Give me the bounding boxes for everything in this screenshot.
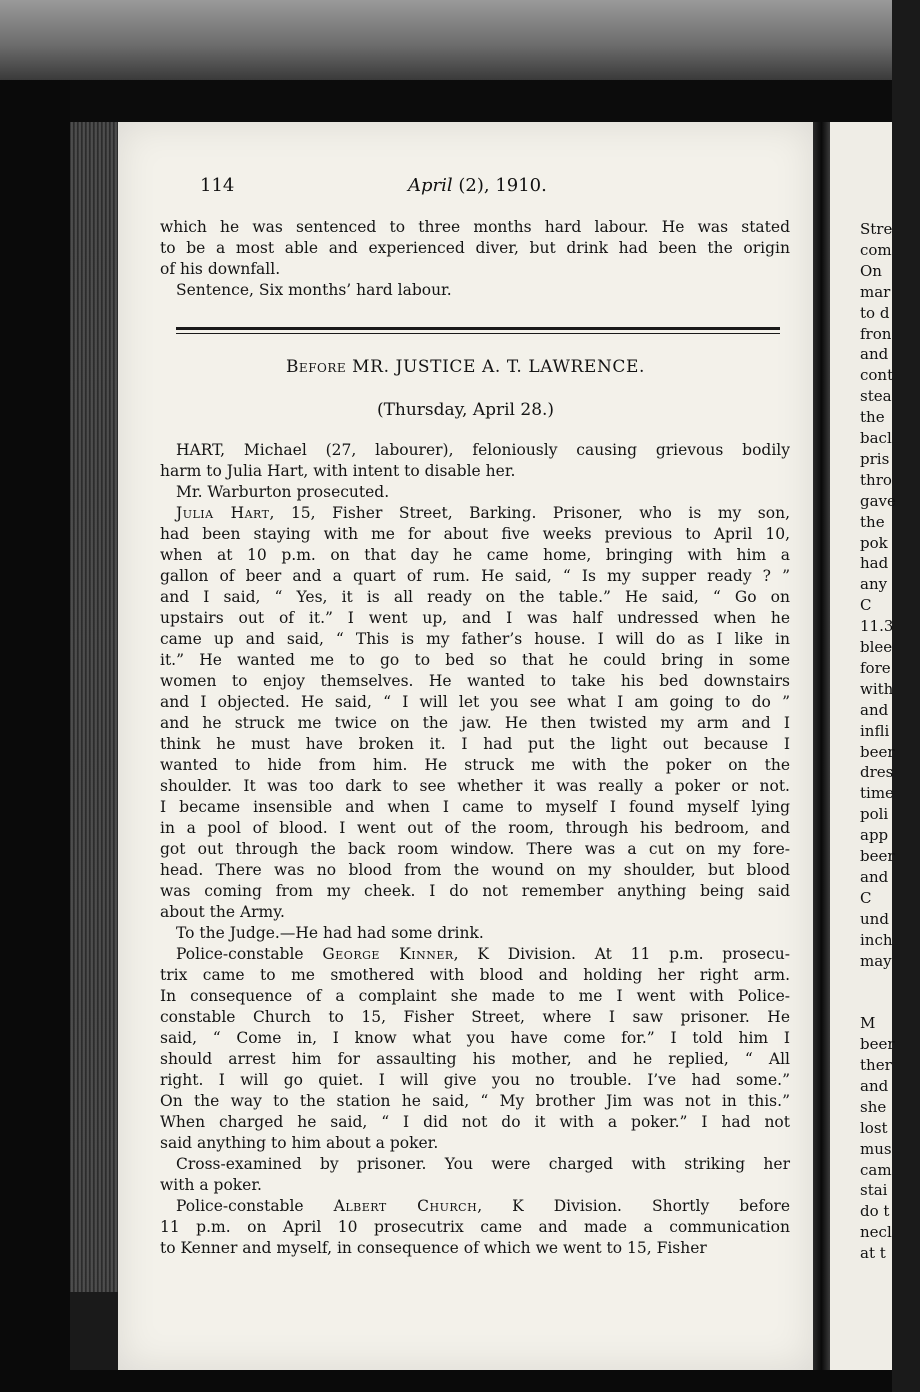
header-rest: (2), 1910. xyxy=(458,175,547,196)
testimony-line: said, “ Come in, I know what you have come for.” I told him I xyxy=(160,1029,790,1047)
testimony-line: constable Church to 15, Fisher Street, where I saw prisoner. He xyxy=(160,1008,790,1026)
opening-line: to be a most able and experienced diver, but drink had been the origin xyxy=(160,239,790,257)
scan-top-margin xyxy=(0,0,892,80)
testimony-line: In consequence of a complaint she made to me I went with Police- xyxy=(160,987,790,1005)
cross-examination-line: Cross-examined by prisoner. You were charged with striking her xyxy=(176,1155,790,1173)
facing-page-line: do t xyxy=(860,1202,890,1221)
witness-name: George Kinner xyxy=(322,945,454,963)
cross-examination-line: with a poker. xyxy=(160,1176,262,1194)
facing-page-line: On xyxy=(860,261,882,280)
testimony-line: 11 p.m. on April 10 prosecutrix came and made a communication xyxy=(160,1218,790,1236)
testimony-line: women to enjoy themselves. He wanted to take his bed downstairs xyxy=(160,672,790,690)
facing-page-line: she xyxy=(860,1097,887,1116)
facing-page-line: had xyxy=(860,554,889,573)
facing-page-line: blee xyxy=(860,638,893,656)
facing-page-line: to d xyxy=(860,303,890,322)
testimony-line: right. I will go quiet. I will give you no trouble. I’ve had some.” xyxy=(160,1071,790,1089)
facing-page-line: time xyxy=(860,784,894,803)
document-page xyxy=(118,122,813,1370)
facing-page-line: any xyxy=(860,575,888,594)
testimony-line: came up and said, “ This is my father’s house. I will do as I like in xyxy=(160,630,790,648)
facing-page-line: M xyxy=(860,1014,876,1033)
facing-page-line: the xyxy=(860,408,885,427)
testimony-line: when at 10 p.m. on that day he came home, bringing with him a xyxy=(160,546,790,564)
case-title-line: harm to Julia Hart, with intent to disable her. xyxy=(160,462,516,480)
opening-line: of his downfall. xyxy=(160,260,281,278)
facing-page-line: stai xyxy=(860,1181,888,1200)
facing-page-line: and xyxy=(860,700,889,719)
facing-page-line: may xyxy=(860,951,892,970)
facing-page-line: and xyxy=(860,345,889,364)
facing-page-line: C xyxy=(860,888,872,907)
witness-name: Albert Church xyxy=(333,1197,478,1215)
testimony-line: When charged he said, “ I did not do it with a poker.” I had not xyxy=(160,1113,790,1131)
testimony-line: gallon of beer and a quart of rum. He said, “ Is my supper ready ? ” xyxy=(160,567,790,585)
heading-rest: MR. JUSTICE A. T. LAWRENCE. xyxy=(352,357,646,377)
testimony-line: and I said, “ Yes, it is all ready on the table.” He said, “ Go on xyxy=(160,588,790,606)
facing-page-line: ther xyxy=(860,1056,892,1074)
testimony-line: and he struck me twice on the jaw. He then twisted my arm and I xyxy=(160,714,790,732)
facing-page-line: cont xyxy=(860,366,894,385)
testimony-line: head. There was no blood from the wound on my shoulder, but blood xyxy=(160,861,790,879)
facing-page-line: beer xyxy=(860,847,895,865)
facing-page-line: pok xyxy=(860,533,888,552)
scan-left-margin xyxy=(0,80,70,1392)
witness-name: Julia Hart xyxy=(176,504,270,522)
book-gutter xyxy=(813,122,830,1370)
facing-page-line: gave xyxy=(860,491,896,510)
witness-text: , K Division. At 11 p.m. prosecu- xyxy=(453,945,790,963)
facing-page-line: poli xyxy=(860,805,889,824)
witness-role: Police-constable xyxy=(176,945,304,963)
header-month: April xyxy=(408,175,453,196)
witness-role: Police-constable xyxy=(176,1197,304,1215)
facing-page-line: beer xyxy=(860,1035,895,1054)
testimony-line: On the way to the station he said, “ My brother Jim was not in this.” xyxy=(160,1092,790,1110)
judge-question-line: To the Judge.—He had had some drink. xyxy=(176,924,484,942)
facing-page-line: app xyxy=(860,826,889,845)
scan-bottom-margin xyxy=(0,1370,892,1392)
testimony-line: wanted to hide from him. He struck me with the poker on the xyxy=(160,756,790,774)
opening-line: which he was sentenced to three months hard labour. He was stated xyxy=(160,218,790,236)
heading-prefix: Before xyxy=(285,357,347,377)
facing-page-line: und xyxy=(860,909,889,928)
testimony-line: should arrest him for assaulting his mother, and he replied, “ All xyxy=(160,1050,790,1068)
facing-page-line: fron xyxy=(860,324,892,343)
facing-page-line: with xyxy=(860,679,894,698)
facing-page-line: stea xyxy=(860,387,892,406)
facing-page-line xyxy=(860,970,920,993)
facing-page-line: C xyxy=(860,596,872,615)
facing-page-line: infli xyxy=(860,721,890,740)
facing-page-line: mus xyxy=(860,1139,892,1158)
facing-page-line: Stre xyxy=(860,220,893,238)
facing-page-line: com xyxy=(860,240,892,259)
testimony-line: I became insensible and when I came to myself I found myself lying xyxy=(160,798,790,816)
sentence-line: Sentence, Six months’ hard labour. xyxy=(176,281,452,299)
section-rule-thick xyxy=(176,327,780,330)
testimony-line: said anything to him about a poker. xyxy=(160,1134,439,1152)
witness-text: , K Division. Shortly before xyxy=(477,1197,791,1215)
prosecutor-line: Mr. Warburton prosecuted. xyxy=(176,483,390,501)
witness-albert-church-line xyxy=(176,1196,790,1217)
testimony-line: in a pool of blood. I went out of the room, through his bedroom, and xyxy=(160,819,790,837)
testimony-line: upstairs out of it.” I went up, and I was half undressed when he xyxy=(160,609,790,627)
testimony-line: about the Army. xyxy=(160,903,285,921)
testimony-line: think he must have broken it. I had put the light out because I xyxy=(160,735,790,753)
testimony-line: had been staying with me for about five weeks previous to April 10, xyxy=(160,525,790,543)
testimony-line: and I objected. He said, “ I will let you see what I am going to do ” xyxy=(160,693,790,711)
facing-page-line: thro xyxy=(860,470,892,489)
facing-page-line: mar xyxy=(860,282,891,301)
section-heading xyxy=(118,357,813,377)
facing-page-line: fore xyxy=(860,658,891,677)
testimony-line: it.” He wanted me to go to bed so that he could bring in some xyxy=(160,651,790,669)
witness-george-kinner-line xyxy=(176,944,790,965)
facing-page-line: beer xyxy=(860,742,895,761)
facing-page-line: and xyxy=(860,867,889,886)
witness-text: , 15, Fisher Street, Barking. Prisoner, who is my son, xyxy=(269,504,790,522)
book-page-edges xyxy=(70,122,122,1292)
facing-page-line: the xyxy=(860,512,885,531)
facing-page-line: 11.3 xyxy=(860,617,894,636)
facing-page-line: at t xyxy=(860,1244,886,1263)
facing-page-line: pris xyxy=(860,449,890,468)
page-number: 114 xyxy=(200,175,235,196)
testimony-line: trix came to me smothered with blood and holding her right arm. xyxy=(160,966,790,984)
facing-page-fragment xyxy=(830,122,896,1370)
testimony-line: to Kenner and myself, in consequence of which we went to 15, Fisher xyxy=(160,1239,707,1257)
testimony-line: was coming from my cheek. I do not remember anything being said xyxy=(160,882,790,900)
facing-page-line: and xyxy=(860,1076,889,1095)
witness-julia-hart-line xyxy=(176,503,790,524)
section-date: (Thursday, April 28.) xyxy=(376,400,555,420)
facing-page-line: cam xyxy=(860,1160,892,1179)
testimony-line: shoulder. It was too dark to see whether it was really a poker or not. xyxy=(160,777,790,795)
facing-page-line: bacl xyxy=(860,429,892,447)
section-rule-thin xyxy=(176,333,780,334)
facing-page-line xyxy=(860,991,920,1014)
case-title-line: HART, Michael (27, labourer), feloniously causing grievous bodily xyxy=(176,441,790,459)
facing-page-line: dres xyxy=(860,763,894,782)
testimony-line: got out through the back room window. There was a cut on my fore- xyxy=(160,840,790,858)
facing-page-line: inch xyxy=(860,930,893,949)
running-header xyxy=(408,175,547,196)
facing-page-line: necl xyxy=(860,1223,892,1242)
facing-page-line: lost xyxy=(860,1118,888,1137)
